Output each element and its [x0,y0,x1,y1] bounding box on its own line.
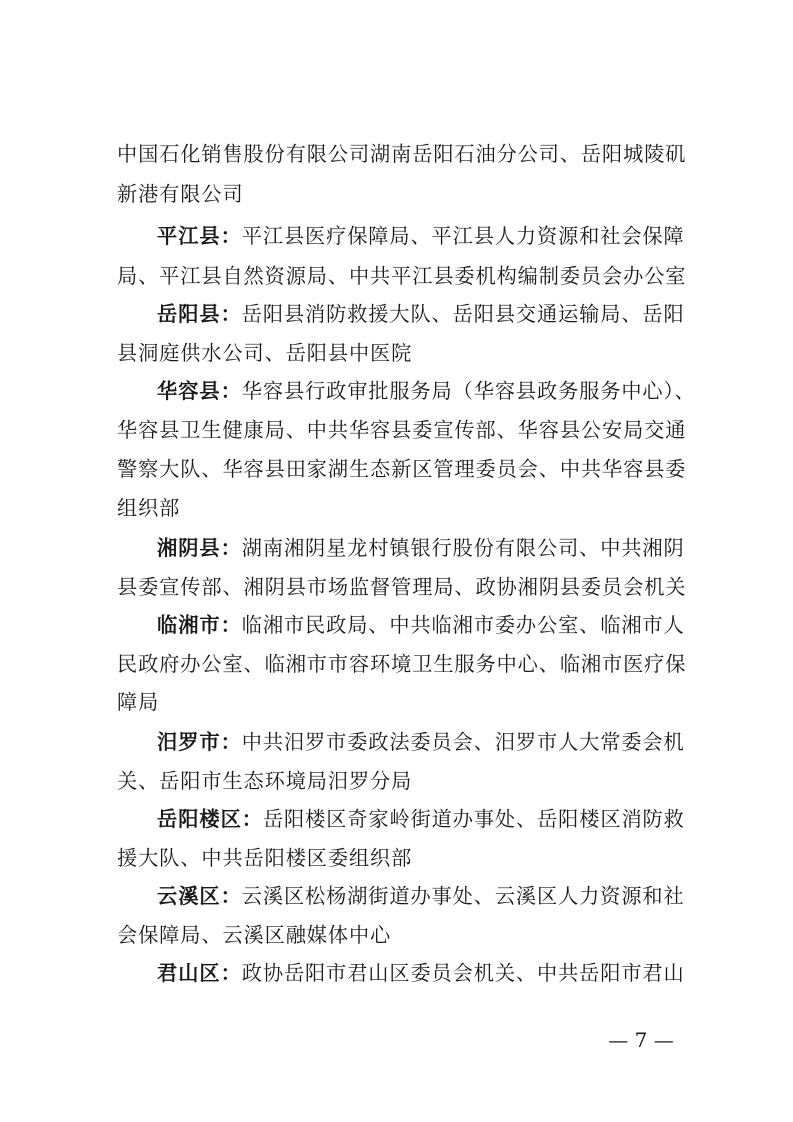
text-line: 援大队、中共岳阳楼区委组织部 [117,846,413,870]
text-line: 君山区：政协岳阳市君山区委员会机关、中共岳阳市君山 [157,961,685,985]
text-line: 岳阳楼区：岳阳楼区奇家岭街道办事处、岳阳楼区消防救 [157,807,685,831]
text-line: 县委宣传部、湘阴县市场监督管理局、政协湘阴县委员会机关 [117,575,687,599]
text-line: 汨罗市：中共汨罗市委政法委员会、汨罗市人大常委会机 [157,730,685,754]
region-label-pingjiang: 平江县： [157,224,242,248]
region-label-yueyang-county: 岳阳县： [157,302,242,326]
text-line: 岳阳县：岳阳县消防救援大队、岳阳县交通运输局、岳阳 [157,302,685,326]
text-line: 会保障局、云溪区融媒体中心 [117,923,392,947]
text-line: 组织部 [117,496,181,520]
text-line: 警察大队、华容县田家湖生态新区管理委员会、中共华容县委 [117,457,687,481]
text-line: 华容县：华容县行政审批服务局（华容县政务服务中心）、 [157,379,696,403]
text-line: 县洞庭供水公司、岳阳县中医院 [117,341,413,365]
text-line: 临湘市：临湘市民政局、中共临湘市委办公室、临湘市人 [157,613,685,637]
text-line: 中国石化销售股份有限公司湖南岳阳石油分公司、岳阳城陵矶 [117,142,687,166]
text-line: 华容县卫生健康局、中共华容县委宣传部、华容县公安局交通 [117,418,687,442]
text-line: 湘阴县：湖南湘阴星龙村镇银行股份有限公司、中共湘阴 [157,536,685,560]
text-line: 局、平江县自然资源局、中共平江县委机构编制委员会办公室 [117,264,687,288]
region-label-xiangyin: 湘阴县： [157,536,242,560]
region-label-yunxi: 云溪区： [157,884,242,908]
page-number: — 7 — [608,1028,674,1052]
region-label-huarong: 华容县： [157,379,242,403]
region-label-yueyanglou: 岳阳楼区： [157,807,263,831]
text-line: 关、岳阳市生态环境局汨罗分局 [117,769,413,793]
text-line: 平江县：平江县医疗保障局、平江县人力资源和社会保障 [157,224,685,248]
region-label-junshan: 君山区： [157,961,242,985]
region-label-miluo: 汨罗市： [157,730,242,754]
region-label-linxiang: 临湘市： [157,613,242,637]
text-line: 障局 [117,690,160,714]
text-line: 新港有限公司 [117,182,244,206]
text-line: 民政府办公室、临湘市市容环境卫生服务中心、临湘市医疗保 [117,652,687,676]
text-line: 云溪区：云溪区松杨湖街道办事处、云溪区人力资源和社 [157,884,685,908]
